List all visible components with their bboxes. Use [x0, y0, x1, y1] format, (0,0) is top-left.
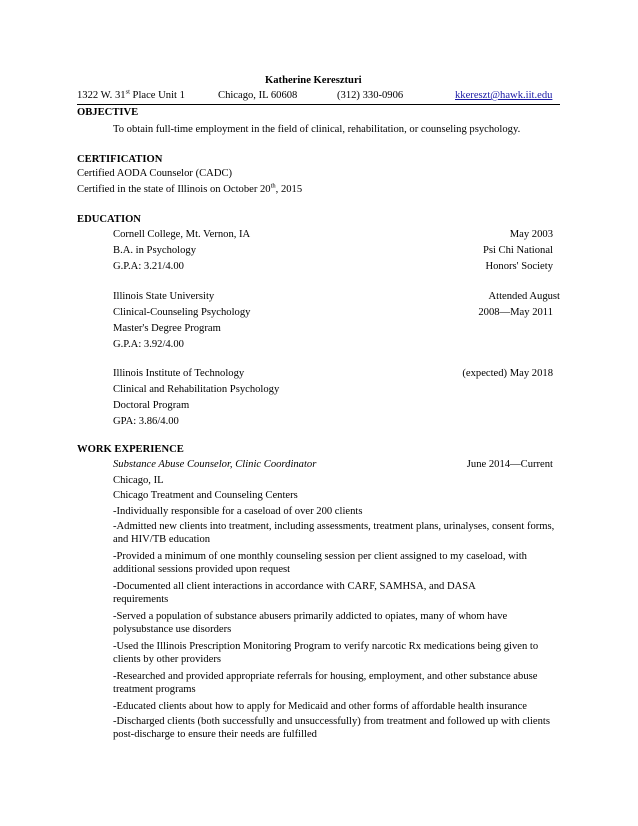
program: Clinical-Counseling Psychology [113, 307, 251, 318]
candidate-name: Katherine Kereszturi [265, 75, 362, 86]
objective-heading: OBJECTIVE [77, 107, 139, 118]
school-name: Illinois State University [113, 291, 215, 302]
gpa: G.P.A: 3.21/4.00 [113, 261, 184, 272]
gpa: GPA: 3.86/4.00 [113, 416, 179, 427]
certification-heading: CERTIFICATION [77, 154, 163, 165]
job-location: Chicago, IL [113, 475, 164, 486]
certification-date-text: Certified in the state of Illinois on October 20 [77, 184, 271, 195]
job-dates: June 2014—Current [466, 459, 553, 470]
certification-date-ordinal: th [270, 182, 276, 190]
degree: Doctoral Program [113, 400, 190, 411]
address-street: 1322 W. 31 [77, 90, 126, 101]
address-ordinal: st [125, 88, 130, 96]
duty-item: -Individually responsible for a caseload of over 200 clients [113, 506, 363, 517]
email-link[interactable]: kkereszt@hawk.iit.edu [455, 90, 553, 101]
objective-text: To obtain full-time employment in the field of clinical, rehabilitation, or counseling psychology. [113, 124, 521, 135]
degree: B.A. in Psychology [113, 245, 196, 256]
school-date: (expected) May 2018 [462, 368, 553, 379]
work-heading: WORK EXPERIENCE [77, 444, 184, 455]
address [77, 89, 185, 102]
honor: Psi Chi National [482, 245, 553, 256]
city: Chicago, IL 60608 [218, 90, 298, 101]
gpa: G.P.A: 3.92/4.00 [113, 339, 184, 350]
degree: Master's Degree Program [113, 323, 221, 334]
school-date: 2008—May 2011 [478, 307, 553, 318]
school-name: Illinois Institute of Technology [113, 368, 245, 379]
school-date: May 2003 [509, 229, 553, 240]
honor: Honors' Society [485, 261, 553, 272]
education-heading: EDUCATION [77, 214, 141, 225]
address-unit: Place Unit 1 [129, 90, 185, 101]
job-title: Substance Abuse Counselor, Clinic Coordinator [113, 459, 317, 470]
school-name: Cornell College, Mt. Vernon, IA [113, 229, 251, 240]
program: Clinical and Rehabilitation Psychology [113, 384, 280, 395]
school-date: Attended August [488, 291, 560, 302]
duty-item: -Researched and provided appropriate referrals for housing, employment, and other substance abuse treatment programs [113, 671, 538, 695]
header-divider [77, 104, 560, 105]
certification-year: , 2015 [275, 184, 303, 195]
phone: (312) 330-0906 [337, 90, 404, 101]
duty-item: -Served a population of substance abusers primarily addicted to opiates, many of whom have polysubstance use disorders [113, 611, 508, 635]
employer: Chicago Treatment and Counseling Centers [113, 490, 298, 501]
duty-item: -Provided a minimum of one monthly counseling session per client assigned to my caseload, with additional sessions provided upon request [113, 551, 527, 575]
duty-item: -Admitted new clients into treatment, including assessments, treatment plans, urinalyses, consent forms, and HIV/TB education [113, 521, 555, 545]
duty-item: -Educated clients about how to apply for Medicaid and other forms of affordable health insurance [113, 701, 527, 712]
duty-item: -Discharged clients (both successfully and unsuccessfully) from treatment and followed up with clients post-discharge to ensure their needs are fulfilled [113, 716, 550, 740]
certification-line: Certified AODA Counselor (CADC) [77, 168, 233, 179]
certification-state-line [77, 183, 302, 196]
duty-item: -Used the Illinois Prescription Monitoring Program to verify narcotic Rx medications being given to clients by other providers [113, 641, 539, 665]
duty-item: -Documented all client interactions in accordance with CARF, SAMHSA, and DASA requirements [113, 581, 476, 605]
